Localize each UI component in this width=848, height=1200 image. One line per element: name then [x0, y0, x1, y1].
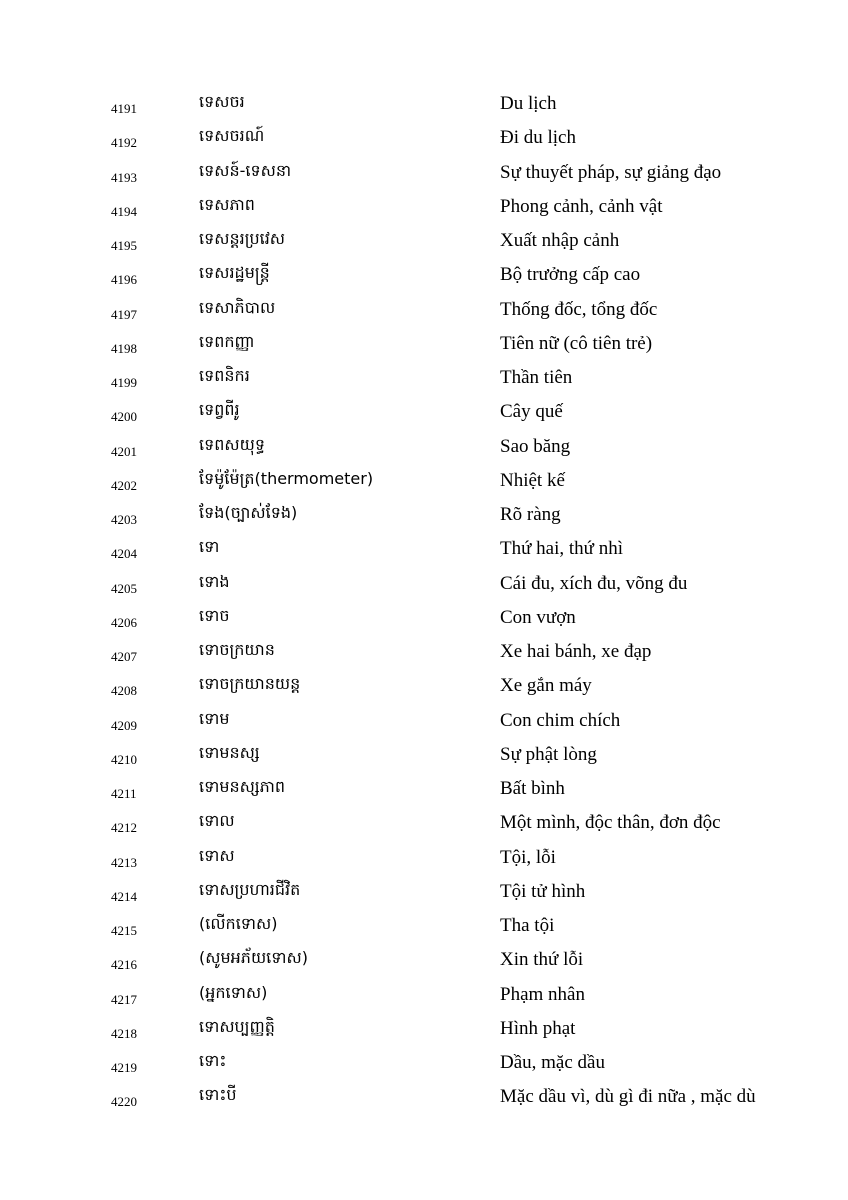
khmer-term: ទោល [199, 811, 235, 831]
entry-row [0, 567, 848, 601]
khmer-term: ទោះបី [199, 1085, 237, 1105]
vietnamese-translation: Xuất nhập cảnh [500, 230, 620, 251]
entry-row [0, 361, 848, 395]
entry-number: 4213 [111, 854, 137, 870]
khmer-term: ទោ [199, 537, 220, 557]
khmer-term: ទោចក្រយាន [199, 640, 275, 659]
entry-row [0, 806, 848, 840]
entry-number: 4194 [111, 203, 137, 219]
khmer-term: (លើកទោស) [199, 914, 278, 933]
vietnamese-translation: Thống đốc, tổng đốc [500, 298, 658, 320]
khmer-term: ទោសប្បញ្ញត្តិ [199, 1016, 275, 1036]
vietnamese-translation: Sao băng [500, 435, 571, 457]
entry-number: 4218 [111, 1025, 137, 1041]
entry-number: 4192 [111, 135, 137, 151]
khmer-term: ទោះ [199, 1051, 227, 1070]
entry-row [0, 1012, 848, 1046]
khmer-term: ទែម៉ូម៉ែត្រ(thermometer) [199, 468, 374, 488]
vietnamese-translation: Rõ ràng [500, 504, 561, 525]
entry-row [0, 738, 848, 772]
khmer-term: ទេសចរណ៍ [199, 126, 265, 146]
entry-number: 4216 [111, 957, 137, 973]
entry-number: 4191 [111, 101, 137, 116]
khmer-term: ទេពនិករ [199, 366, 250, 385]
entry-row [0, 190, 848, 224]
entry-row [0, 293, 848, 327]
khmer-term: ទែង(ច្បាស់ទែង) [199, 503, 298, 522]
vietnamese-translation: Bộ trưởng cấp cao [500, 264, 641, 286]
vietnamese-translation: Phong cảnh, cảnh vật [500, 195, 663, 217]
khmer-term: ទោស [199, 845, 235, 865]
entry-row [0, 224, 848, 258]
khmer-term: ទោម [199, 708, 230, 728]
entry-row [0, 258, 848, 292]
vietnamese-translation: Thần tiên [500, 367, 573, 388]
khmer-term: ទេសចរ [199, 92, 245, 111]
khmer-term: ទេសន៍-ទេសនា [199, 160, 292, 180]
vietnamese-translation: Tội, lỗi [500, 846, 556, 868]
khmer-term: ទេព្វពីរូ [199, 400, 240, 420]
khmer-term: ទោមនស្សភាព [199, 777, 286, 796]
entry-number: 4219 [111, 1060, 137, 1075]
entry-number: 4204 [111, 546, 137, 562]
vietnamese-translation: Con chim chích [500, 709, 621, 731]
vietnamese-translation: Xin thứ lỗi [500, 949, 584, 971]
entry-row [0, 464, 848, 498]
vietnamese-translation: Bất bình [500, 778, 565, 799]
vietnamese-translation: Tiên nữ (cô tiên trẻ) [500, 332, 653, 354]
vietnamese-translation: Mặc dầu vì, dù gì đi nữa , mặc dù [500, 1086, 756, 1108]
entry-number: 4220 [111, 1094, 137, 1110]
entry-row [0, 156, 848, 190]
entry-number: 4199 [111, 375, 137, 390]
entry-row [0, 1080, 848, 1114]
entry-row [0, 327, 848, 361]
vietnamese-translation: Thứ hai, thứ nhì [500, 538, 623, 560]
entry-row [0, 669, 848, 703]
khmer-term: (សូមអភ័យទោស) [199, 948, 308, 968]
entry-number: 4200 [111, 409, 137, 425]
entry-row [0, 875, 848, 909]
vietnamese-translation: Phạm nhân [500, 983, 585, 1005]
khmer-term: ទេសរដ្ឋមន្ត្រី [199, 263, 270, 283]
entry-number: 4208 [111, 683, 137, 699]
vietnamese-translation: Xe hai bánh, xe đạp [500, 641, 652, 662]
entry-number: 4195 [111, 238, 137, 253]
entry-number: 4193 [111, 169, 137, 185]
entry-row [0, 395, 848, 429]
khmer-term: ទោច [199, 605, 230, 625]
entry-number: 4196 [111, 272, 137, 288]
entry-number: 4207 [111, 649, 137, 664]
vietnamese-translation: Cây quế [500, 401, 563, 423]
khmer-term: ទោចក្រយានយន្ត [199, 674, 301, 694]
vietnamese-translation: Con vượn [500, 606, 576, 628]
vietnamese-translation: Một mình, độc thân, đơn độc [500, 812, 721, 834]
entry-row [0, 772, 848, 806]
vietnamese-translation: Hình phạt [500, 1017, 576, 1039]
entry-number: 4211 [111, 786, 137, 801]
entry-row [0, 601, 848, 635]
khmer-term: ទោង [199, 571, 230, 591]
entry-number: 4197 [111, 306, 137, 322]
vietnamese-translation: Xe gắn máy [500, 675, 592, 697]
entry-number: 4205 [111, 580, 137, 596]
entry-number: 4198 [111, 340, 137, 356]
entry-list [0, 87, 848, 1115]
khmer-term: ទេពកញ្ញា [199, 331, 255, 351]
entry-row [0, 1046, 848, 1080]
entry-number: 4209 [111, 717, 137, 733]
entry-row [0, 909, 848, 943]
khmer-term: ទេសាភិបាល [199, 297, 276, 317]
entry-row [0, 121, 848, 155]
entry-row [0, 430, 848, 464]
vietnamese-translation: Dầu, mặc dầu [500, 1052, 605, 1073]
entry-row [0, 87, 848, 121]
entry-number: 4206 [111, 614, 137, 630]
entry-row [0, 943, 848, 977]
entry-row [0, 498, 848, 532]
entry-number: 4202 [111, 477, 137, 493]
entry-number: 4214 [111, 888, 137, 904]
khmer-term: (អ្នកទោស) [199, 982, 268, 1002]
entry-number: 4203 [111, 512, 137, 527]
vietnamese-translation: Tha tội [500, 915, 555, 936]
entry-number: 4201 [111, 443, 137, 459]
vietnamese-translation: Đi du lịch [500, 127, 576, 149]
vietnamese-translation: Sự thuyết pháp, sự giảng đạo [500, 161, 722, 183]
entry-row [0, 532, 848, 566]
entry-number: 4217 [111, 991, 137, 1007]
entry-number: 4215 [111, 923, 137, 938]
entry-row [0, 978, 848, 1012]
khmer-term: ទេសន្តរប្រវេស [199, 229, 286, 248]
vietnamese-translation: Nhiệt kế [500, 469, 565, 491]
entry-row [0, 635, 848, 669]
vietnamese-translation: Tội tử hình [500, 880, 586, 902]
vietnamese-translation: Cái đu, xích đu, võng đu [500, 572, 688, 594]
vietnamese-translation: Sự phật lòng [500, 743, 597, 765]
khmer-term: ទោមនស្ស [199, 742, 260, 762]
vietnamese-translation: Du lịch [500, 93, 557, 114]
entry-row [0, 841, 848, 875]
khmer-term: ទេសភាព [199, 194, 255, 214]
khmer-term: ទោសប្រហារជីវិត [199, 879, 301, 899]
entry-row [0, 704, 848, 738]
entry-number: 4210 [111, 751, 137, 767]
khmer-term: ទេពសយុទ្ធ [199, 434, 266, 454]
entry-number: 4212 [111, 820, 137, 836]
